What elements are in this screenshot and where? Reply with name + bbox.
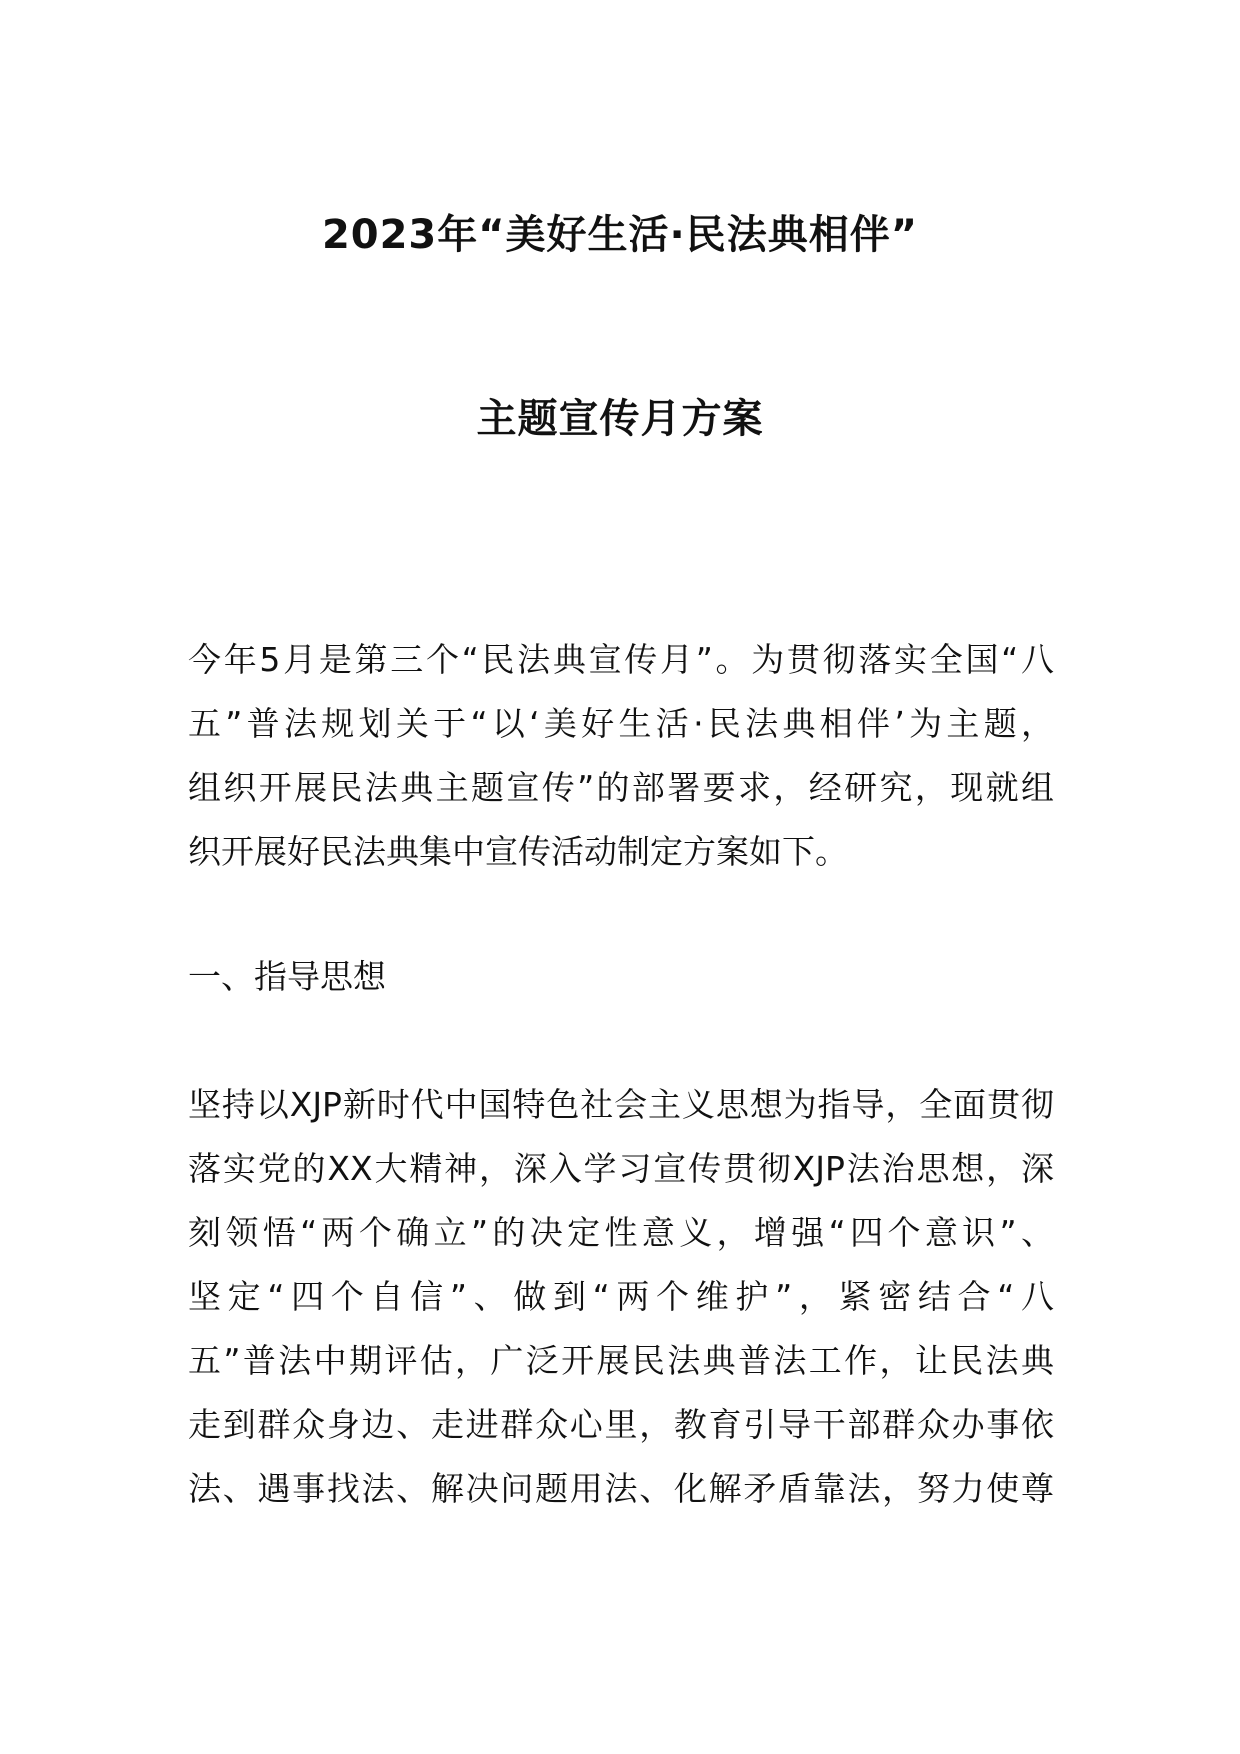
paragraph-line: 走到群众身边、走进群众心里，教育引导干部群众办事依 [188,1405,1054,1444]
paragraph-line: 法、遇事找法、解决问题用法、化解矛盾靠法，努力使尊 [188,1469,1054,1508]
paragraph-line: 织开展好民法典集中宣传活动制定方案如下。 [188,832,848,871]
paragraph-line: 刻领悟“两个确立”的决定性意义，增强“四个意识”、 [188,1213,1054,1252]
paragraph-line: 五”普法规划关于“以‘美好生活·民法典相伴’为主题， [188,704,1054,743]
section-heading: 一、指导思想 [188,957,386,996]
document-title-line-2: 主题宣传月方案 [476,396,764,442]
document-title-line-1: 2023年“美好生活·民法典相伴” [321,212,919,258]
paragraph-line: 落实党的XX大精神，深入学习宣传贯彻XJP法治思想，深 [188,1149,1054,1188]
paragraph-line: 今年5月是第三个“民法典宣传月”。为贯彻落实全国“八 [188,640,1054,679]
paragraph-line: 坚持以XJP新时代中国特色社会主义思想为指导，全面贯彻 [188,1085,1054,1124]
paragraph-line: 五”普法中期评估，广泛开展民法典普法工作，让民法典 [188,1341,1054,1380]
paragraph-line: 组织开展民法典主题宣传”的部署要求，经研究，现就组 [188,768,1054,807]
paragraph-line: 坚定“四个自信”、做到“两个维护”，紧密结合“八 [188,1277,1054,1316]
